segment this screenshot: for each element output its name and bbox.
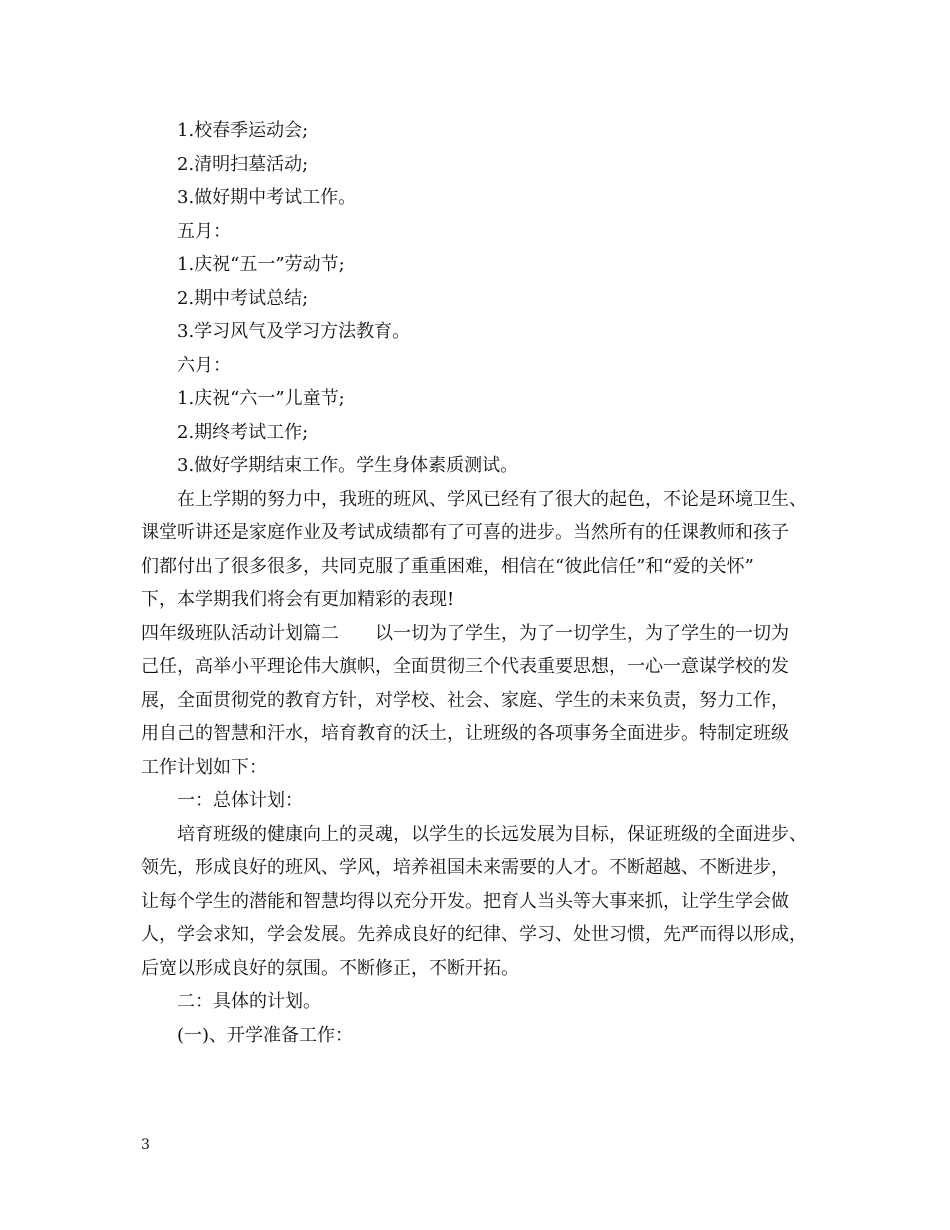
document-body	[141, 114, 841, 1052]
text-line: 人，学会求知，学会发展。先养成良好的纪律、学习、处世习惯，先严而得以形成，	[141, 924, 807, 945]
text-line: 领先，形成良好的班风、学风，培养祖国未来需要的人才。不断超越、不断进步，	[141, 857, 789, 878]
text-line: 五月：	[177, 220, 231, 242]
text-line: 2.期中考试总结;	[177, 287, 309, 309]
text-line: 二：具体的计划。	[177, 991, 321, 1012]
text-line: 一：总体计划：	[177, 790, 303, 811]
text-line: 2.期终考试工作;	[177, 421, 309, 443]
text-line: 3.学习风气及学习方法教育。	[177, 321, 411, 342]
text-line: 六月：	[177, 354, 231, 376]
page-number: 3	[141, 1137, 150, 1153]
text-line: 后宽以形成良好的氛围。不断修正，不断开拓。	[141, 957, 519, 979]
text-line: 让每个学生的潜能和智慧均得以充分开发。把育人当头等大事来抓，让学生学会做	[141, 890, 789, 912]
text-line: 们都付出了很多很多，共同克服了重重困难，相信在“彼此信任”和“爱的关怀”	[141, 555, 754, 577]
text-line: 1.校春季运动会;	[177, 120, 309, 141]
text-line: 四年级班队活动计划篇二 以一切为了学生，为了一切学生，为了学生的一切为	[141, 622, 789, 644]
text-line: 展，全面贯彻党的教育方针，对学校、社会、家庭、学生的未来负责，努力工作，	[141, 689, 789, 711]
text-line: 3.做好学期结束工作。学生身体素质测试。	[177, 455, 519, 476]
text-line: (一)、开学准备工作：	[177, 1024, 354, 1046]
text-line: 培育班级的健康向上的灵魂，以学生的长远发展为目标，保证班级的全面进步、	[177, 823, 807, 845]
text-line: 工作计划如下：	[141, 756, 267, 778]
text-line: 1.庆祝“五一”劳动节;	[177, 254, 345, 275]
text-line: 己任，高举小平理论伟大旗帜，全面贯彻三个代表重要思想，一心一意谋学校的发	[141, 656, 789, 677]
text-line: 课堂听讲还是家庭作业及考试成绩都有了可喜的进步。当然所有的任课教师和孩子	[141, 522, 789, 543]
text-line: 在上学期的努力中，我班的班风、学风已经有了很大的起色，不论是环境卫生、	[177, 488, 807, 510]
text-line: 3.做好期中考试工作。	[177, 187, 357, 208]
text-line: 下，本学期我们将会有更加精彩的表现!	[141, 589, 455, 610]
text-line: 2.清明扫墓活动;	[177, 153, 309, 175]
text-line: 1.庆祝“六一”儿童节;	[177, 388, 345, 409]
text-line: 用自己的智慧和汗水，培育教育的沃土，让班级的各项事务全面进步。特制定班级	[141, 723, 789, 744]
